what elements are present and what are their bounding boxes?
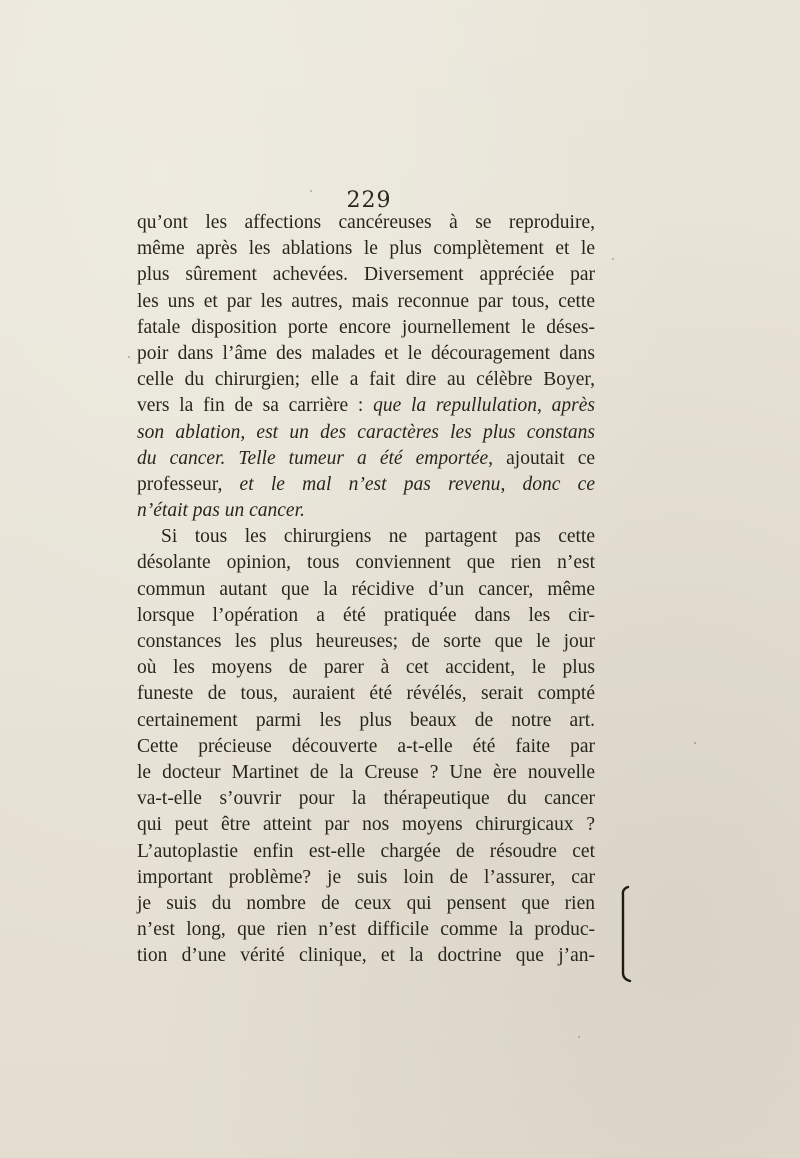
- italic-text-segment: et le mal n’est pas revenu: [239, 473, 501, 495]
- italic-text-segment: du cancer. Telle tumeur a été emportée,: [137, 447, 494, 469]
- text-segment: Si tous les chirurgiens ne partagent pas cette: [161, 526, 595, 548]
- text-line: [137, 655, 595, 681]
- text-segment: ajoutait ce: [493, 447, 595, 469]
- text-segment: va-t-elle s’ouvrir pour la thérapeutique du cancer: [137, 788, 595, 810]
- text-line: [137, 943, 595, 969]
- text-segment: constances les plus heureuses; de sorte que le jour: [137, 631, 595, 652]
- text-line: [137, 341, 595, 367]
- text-segment: qu’ont les affections cancéreuses à se reproduire,: [137, 212, 595, 233]
- text-segment: funeste de tous, auraient été révélés, serait compté: [137, 683, 595, 705]
- text-line: [137, 891, 595, 917]
- text-line: [137, 367, 595, 393]
- text-line: [137, 472, 595, 498]
- text-segment: celle du chirurgien; elle a fait dire au célèbre Boyer,: [137, 369, 595, 391]
- margin-bracket-mark: [620, 885, 632, 983]
- text-line: [137, 681, 595, 707]
- text-line: [137, 786, 595, 812]
- text-segment: même après les ablations le plus complètement et le: [137, 238, 595, 260]
- text-segment: lorsque l’opération a été pratiquée dans les cir-: [137, 604, 595, 626]
- text-line: [137, 420, 595, 446]
- text-segment: les uns et par les autres, mais reconnue par tous, cette: [137, 290, 595, 312]
- page-number: 229: [346, 188, 392, 213]
- text-line: [137, 760, 595, 786]
- text-segment: je suis du nombre de ceux qui pensent que rien: [137, 892, 595, 914]
- italic-text-segment: n’était pas un cancer.: [137, 500, 305, 522]
- text-segment: commun autant que la récidive d’un cancer, même: [137, 578, 595, 600]
- paper-speck: [694, 742, 696, 744]
- text-segment: où les moyens de parer à cet accident, le plus: [137, 657, 595, 679]
- text-line: [137, 446, 595, 472]
- text-segment: vers la fin de sa carrière :: [137, 395, 374, 417]
- text-segment: certainement parmi les plus beaux de notre art.: [137, 709, 595, 731]
- text-segment: tion d’une vérité clinique, et la doctrine que j’an-: [137, 945, 595, 967]
- text-line: [137, 708, 595, 734]
- text-line: [137, 524, 595, 550]
- italic-text-segment: donc ce: [522, 473, 595, 495]
- text-line: [137, 812, 595, 838]
- text-line: [137, 315, 595, 341]
- paper-speck: [128, 356, 130, 358]
- text-line: [137, 865, 595, 891]
- italic-text-segment: que la repullulation, après: [373, 395, 595, 417]
- text-segment: désolante opinion, tous conviennent que rien n’est: [137, 552, 595, 574]
- text-segment: poir dans l’âme des malades et le découragement dans: [137, 342, 595, 364]
- text-line: [137, 498, 595, 524]
- text-line: [137, 210, 595, 236]
- text-segment: le docteur Martinet de la Creuse ? Une ère nouvelle: [137, 761, 595, 783]
- text-segment: n’est long, que rien n’est difficile comme la produc-: [137, 919, 595, 941]
- text-line: [137, 577, 595, 603]
- body-text: [137, 210, 595, 969]
- text-segment: qui peut être atteint par nos moyens chirurgicaux ?: [137, 814, 595, 836]
- text-line: [137, 629, 595, 655]
- text-line: [137, 289, 595, 315]
- text-line: [137, 603, 595, 629]
- italic-text-segment: son ablation, est un des caractères les plus constans: [137, 421, 595, 443]
- text-line: [137, 917, 595, 943]
- text-segment: ,: [500, 473, 523, 495]
- text-segment: important problème? je suis loin de l’assurer, car: [137, 866, 595, 888]
- text-line: [137, 393, 595, 419]
- paper-speck: [578, 1036, 580, 1038]
- text-line: [137, 734, 595, 760]
- text-line: [137, 262, 595, 288]
- text-segment: L’autoplastie enfin est-elle chargée de résoudre cet: [137, 840, 595, 862]
- text-line: [137, 550, 595, 576]
- paper-speck: [612, 258, 614, 260]
- text-segment: Cette précieuse découverte a-t-elle été faite par: [137, 735, 595, 757]
- text-line: [137, 236, 595, 262]
- paper-speck: [310, 190, 312, 192]
- text-line: [137, 839, 595, 865]
- text-segment: professeur,: [137, 473, 240, 495]
- text-segment: plus sûrement achevées. Diversement appréciée par: [137, 264, 595, 286]
- text-segment: fatale disposition porte encore journellement le déses-: [137, 316, 595, 338]
